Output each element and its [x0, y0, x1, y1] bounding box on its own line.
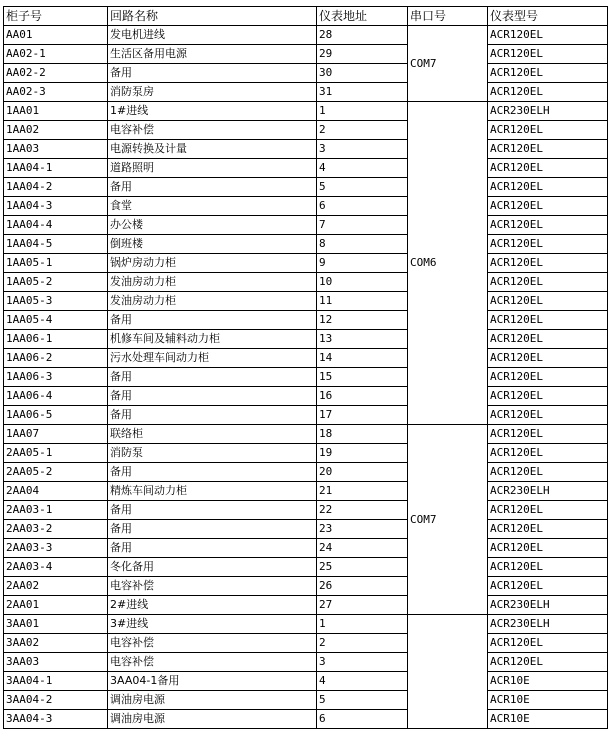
circuit-name-cell: 发油房动力柜 [108, 273, 317, 292]
header-meter-model: 仪表型号 [488, 7, 608, 26]
cabinet-no-cell: 1AA06-3 [4, 368, 108, 387]
cabinet-no-cell: 1AA05-1 [4, 254, 108, 273]
table-row [4, 235, 608, 254]
table-row [4, 159, 608, 178]
serial-port-cell: COM7 [408, 26, 488, 102]
meter-model-cell: ACR120EL [488, 178, 608, 197]
circuit-name-cell: 精炼车间动力柜 [108, 482, 317, 501]
meter-address-cell: 8 [317, 235, 408, 254]
cabinet-no-cell: 2AA01 [4, 596, 108, 615]
meter-model-cell: ACR120EL [488, 311, 608, 330]
cabinet-no-cell: 1AA04-3 [4, 197, 108, 216]
circuit-name-cell: 备用 [108, 64, 317, 83]
meter-address-cell: 6 [317, 197, 408, 216]
meter-model-cell: ACR10E [488, 710, 608, 729]
meter-address-cell: 31 [317, 83, 408, 102]
meter-model-cell: ACR230ELH [488, 596, 608, 615]
meter-model-cell: ACR230ELH [488, 102, 608, 121]
circuit-name-cell: 调油房电源 [108, 691, 317, 710]
cabinet-no-cell: 2AA02 [4, 577, 108, 596]
cabinet-no-cell: AA02-3 [4, 83, 108, 102]
meter-model-cell: ACR120EL [488, 235, 608, 254]
table-row [4, 501, 608, 520]
meter-model-cell: ACR120EL [488, 539, 608, 558]
meter-address-cell: 2 [317, 634, 408, 653]
table-row [4, 615, 608, 634]
table-row [4, 691, 608, 710]
meter-address-cell: 27 [317, 596, 408, 615]
header-row [4, 7, 608, 26]
cabinet-no-cell: 1AA07 [4, 425, 108, 444]
header-meter-address: 仪表地址 [317, 7, 408, 26]
meter-model-cell: ACR120EL [488, 83, 608, 102]
meter-address-cell: 3 [317, 140, 408, 159]
table-row [4, 444, 608, 463]
meter-model-cell: ACR120EL [488, 425, 608, 444]
circuit-name-cell: 冬化备用 [108, 558, 317, 577]
cabinet-no-cell: 1AA06-4 [4, 387, 108, 406]
meter-model-cell: ACR120EL [488, 26, 608, 45]
meter-address-cell: 29 [317, 45, 408, 64]
cabinet-no-cell: 3AA01 [4, 615, 108, 634]
meter-address-cell: 10 [317, 273, 408, 292]
meter-model-cell: ACR120EL [488, 387, 608, 406]
table-row [4, 178, 608, 197]
meter-model-cell: ACR120EL [488, 349, 608, 368]
meter-model-cell: ACR120EL [488, 159, 608, 178]
meter-model-cell: ACR120EL [488, 653, 608, 672]
cabinet-no-cell: 1AA03 [4, 140, 108, 159]
table-body [4, 26, 608, 729]
cabinet-no-cell: 1AA06-2 [4, 349, 108, 368]
cabinet-no-cell: 1AA05-4 [4, 311, 108, 330]
circuit-name-cell: 锅炉房动力柜 [108, 254, 317, 273]
meter-address-cell: 2 [317, 121, 408, 140]
table-row [4, 216, 608, 235]
meter-model-cell: ACR230ELH [488, 615, 608, 634]
table-row [4, 292, 608, 311]
meter-address-cell: 1 [317, 102, 408, 121]
cabinet-no-cell: 1AA05-3 [4, 292, 108, 311]
circuit-name-cell: 电容补偿 [108, 577, 317, 596]
meter-model-cell: ACR120EL [488, 444, 608, 463]
meter-model-cell: ACR120EL [488, 216, 608, 235]
meter-address-cell: 21 [317, 482, 408, 501]
table-row [4, 558, 608, 577]
table-row [4, 520, 608, 539]
meter-address-cell: 5 [317, 691, 408, 710]
table-row [4, 634, 608, 653]
meter-address-cell: 18 [317, 425, 408, 444]
cabinet-no-cell: AA01 [4, 26, 108, 45]
cabinet-no-cell: 2AA04 [4, 482, 108, 501]
meter-address-cell: 7 [317, 216, 408, 235]
circuit-name-cell: 备用 [108, 311, 317, 330]
meter-model-cell: ACR120EL [488, 406, 608, 425]
meter-model-cell: ACR120EL [488, 520, 608, 539]
meter-address-cell: 9 [317, 254, 408, 273]
table-row [4, 710, 608, 729]
circuit-name-cell: 污水处理车间动力柜 [108, 349, 317, 368]
table-row [4, 26, 608, 45]
table-row [4, 672, 608, 691]
meter-model-cell: ACR120EL [488, 292, 608, 311]
circuit-name-cell: 食堂 [108, 197, 317, 216]
meter-address-cell: 4 [317, 672, 408, 691]
cabinet-no-cell: 2AA05-2 [4, 463, 108, 482]
cabinet-no-cell: 1AA04-4 [4, 216, 108, 235]
meter-address-cell: 16 [317, 387, 408, 406]
circuit-name-cell: 备用 [108, 406, 317, 425]
serial-port-cell: COM6 [408, 102, 488, 425]
table-row [4, 596, 608, 615]
meter-address-cell: 15 [317, 368, 408, 387]
cabinet-no-cell: 3AA04-2 [4, 691, 108, 710]
meter-address-cell: 13 [317, 330, 408, 349]
table-row [4, 406, 608, 425]
meter-address-cell: 22 [317, 501, 408, 520]
serial-port-cell [408, 615, 488, 729]
table-row [4, 311, 608, 330]
circuit-name-cell: 发电机进线 [108, 26, 317, 45]
table-row [4, 463, 608, 482]
circuit-name-cell: 3#进线 [108, 615, 317, 634]
meter-model-cell: ACR120EL [488, 273, 608, 292]
circuit-name-cell: 办公楼 [108, 216, 317, 235]
circuit-name-cell: 备用 [108, 387, 317, 406]
meter-table [3, 6, 608, 729]
circuit-name-cell: 消防泵房 [108, 83, 317, 102]
table-row [4, 121, 608, 140]
circuit-name-cell: 电容补偿 [108, 121, 317, 140]
meter-address-cell: 4 [317, 159, 408, 178]
meter-model-cell: ACR120EL [488, 254, 608, 273]
cabinet-no-cell: 2AA03-3 [4, 539, 108, 558]
cabinet-no-cell: 1AA04-1 [4, 159, 108, 178]
table-row [4, 653, 608, 672]
header-cabinet-no: 柜子号 [4, 7, 108, 26]
meter-model-cell: ACR120EL [488, 64, 608, 83]
table-row [4, 577, 608, 596]
table-row [4, 349, 608, 368]
serial-port-cell: COM7 [408, 425, 488, 615]
meter-address-cell: 30 [317, 64, 408, 83]
circuit-name-cell: 备用 [108, 368, 317, 387]
table-row [4, 140, 608, 159]
meter-address-cell: 17 [317, 406, 408, 425]
cabinet-no-cell: 3AA03 [4, 653, 108, 672]
circuit-name-cell: 调油房电源 [108, 710, 317, 729]
meter-model-cell: ACR120EL [488, 368, 608, 387]
circuit-name-cell: 备用 [108, 539, 317, 558]
meter-model-cell: ACR10E [488, 691, 608, 710]
table-row [4, 482, 608, 501]
meter-model-cell: ACR120EL [488, 634, 608, 653]
circuit-name-cell: 发油房动力柜 [108, 292, 317, 311]
meter-address-cell: 28 [317, 26, 408, 45]
cabinet-no-cell: 2AA05-1 [4, 444, 108, 463]
table-row [4, 273, 608, 292]
table-row [4, 83, 608, 102]
meter-address-cell: 23 [317, 520, 408, 539]
meter-address-cell: 26 [317, 577, 408, 596]
table-row [4, 102, 608, 121]
meter-model-cell: ACR230ELH [488, 482, 608, 501]
table-row [4, 254, 608, 273]
cabinet-no-cell: 2AA03-2 [4, 520, 108, 539]
cabinet-no-cell: AA02-1 [4, 45, 108, 64]
meter-address-cell: 20 [317, 463, 408, 482]
header-circuit-name: 回路名称 [108, 7, 317, 26]
cabinet-no-cell: 2AA03-4 [4, 558, 108, 577]
meter-address-cell: 1 [317, 615, 408, 634]
circuit-name-cell: 道路照明 [108, 159, 317, 178]
meter-model-cell: ACR120EL [488, 577, 608, 596]
meter-model-cell: ACR120EL [488, 558, 608, 577]
cabinet-no-cell: AA02-2 [4, 64, 108, 83]
meter-model-cell: ACR120EL [488, 501, 608, 520]
meter-address-cell: 19 [317, 444, 408, 463]
cabinet-no-cell: 1AA06-5 [4, 406, 108, 425]
meter-model-cell: ACR120EL [488, 463, 608, 482]
meter-address-cell: 3 [317, 653, 408, 672]
table-row [4, 197, 608, 216]
meter-address-cell: 6 [317, 710, 408, 729]
cabinet-no-cell: 3AA02 [4, 634, 108, 653]
table-row [4, 387, 608, 406]
circuit-name-cell: 1#进线 [108, 102, 317, 121]
meter-model-cell: ACR120EL [488, 330, 608, 349]
table-row [4, 425, 608, 444]
circuit-name-cell: 机修车间及辅料动力柜 [108, 330, 317, 349]
cabinet-no-cell: 1AA04-2 [4, 178, 108, 197]
meter-address-cell: 25 [317, 558, 408, 577]
circuit-name-cell: 消防泵 [108, 444, 317, 463]
circuit-name-cell: 2#进线 [108, 596, 317, 615]
circuit-name-cell: 备用 [108, 463, 317, 482]
cabinet-no-cell: 1AA02 [4, 121, 108, 140]
meter-model-cell: ACR120EL [488, 197, 608, 216]
meter-model-cell: ACR120EL [488, 45, 608, 64]
circuit-name-cell: 备用 [108, 520, 317, 539]
header-serial-port: 串口号 [408, 7, 488, 26]
cabinet-no-cell: 3AA04-3 [4, 710, 108, 729]
cabinet-no-cell: 1AA04-5 [4, 235, 108, 254]
circuit-name-cell: 生活区备用电源 [108, 45, 317, 64]
meter-address-cell: 24 [317, 539, 408, 558]
meter-model-cell: ACR10E [488, 672, 608, 691]
meter-address-cell: 14 [317, 349, 408, 368]
circuit-name-cell: 备用 [108, 178, 317, 197]
circuit-name-cell: 电容补偿 [108, 634, 317, 653]
cabinet-no-cell: 1AA01 [4, 102, 108, 121]
cabinet-no-cell: 3AA04-1 [4, 672, 108, 691]
circuit-name-cell: 倒班楼 [108, 235, 317, 254]
meter-model-cell: ACR120EL [488, 121, 608, 140]
meter-address-cell: 12 [317, 311, 408, 330]
meter-address-cell: 5 [317, 178, 408, 197]
cabinet-no-cell: 2AA03-1 [4, 501, 108, 520]
table-row [4, 539, 608, 558]
cabinet-no-cell: 1AA05-2 [4, 273, 108, 292]
circuit-name-cell: 3AA04-1备用 [108, 672, 317, 691]
meter-address-cell: 11 [317, 292, 408, 311]
cabinet-no-cell: 1AA06-1 [4, 330, 108, 349]
table-row [4, 45, 608, 64]
circuit-name-cell: 联络柜 [108, 425, 317, 444]
table-row [4, 330, 608, 349]
circuit-name-cell: 备用 [108, 501, 317, 520]
meter-model-cell: ACR120EL [488, 140, 608, 159]
table-row [4, 368, 608, 387]
table-row [4, 64, 608, 83]
circuit-name-cell: 电源转换及计量 [108, 140, 317, 159]
circuit-name-cell: 电容补偿 [108, 653, 317, 672]
